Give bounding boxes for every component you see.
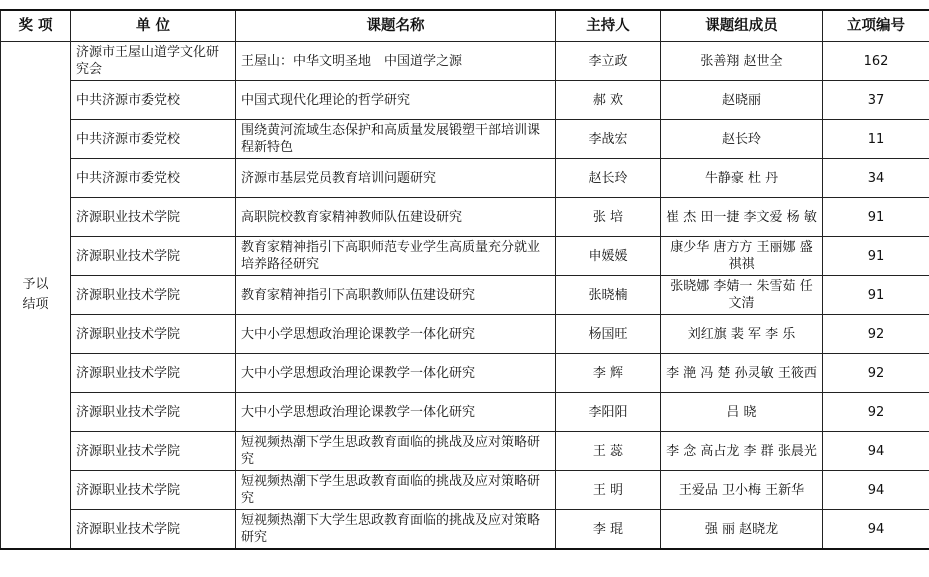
header-host: 主持人 — [556, 10, 661, 42]
members-cell: 康少华 唐方方 王丽娜 盛祺祺 — [661, 237, 823, 276]
host-cell: 王 蕊 — [556, 432, 661, 471]
table-row — [1, 159, 929, 198]
table-row — [1, 42, 929, 81]
title-cell: 大中小学思想政治理论课教学一体化研究 — [236, 393, 556, 432]
table-row — [1, 81, 929, 120]
members-cell: 李 念 高占龙 李 群 张晨光 — [661, 432, 823, 471]
members-cell: 强 丽 赵晓龙 — [661, 510, 823, 550]
members-cell: 牛静豪 杜 丹 — [661, 159, 823, 198]
title-cell: 教育家精神指引下高职师范专业学生高质量充分就业培养路径研究 — [236, 237, 556, 276]
host-cell: 李战宏 — [556, 120, 661, 159]
host-cell: 李 琨 — [556, 510, 661, 550]
header-members: 课题组成员 — [661, 10, 823, 42]
title-cell: 围绕黄河流域生态保护和高质量发展锻塑干部培训课程新特色 — [236, 120, 556, 159]
members-cell: 张晓娜 李婧一 朱雪茹 任文清 — [661, 276, 823, 315]
number-cell: 34 — [823, 159, 929, 198]
table-body — [1, 42, 929, 550]
unit-cell: 济源职业技术学院 — [71, 471, 236, 510]
members-cell: 赵晓丽 — [661, 81, 823, 120]
table-row — [1, 315, 929, 354]
number-cell: 91 — [823, 276, 929, 315]
number-cell: 11 — [823, 120, 929, 159]
header-award: 奖 项 — [1, 10, 71, 42]
host-cell: 王 明 — [556, 471, 661, 510]
unit-cell: 济源职业技术学院 — [71, 432, 236, 471]
table-row — [1, 237, 929, 276]
table-row — [1, 276, 929, 315]
number-cell: 91 — [823, 237, 929, 276]
unit-cell: 济源职业技术学院 — [71, 276, 236, 315]
table-row — [1, 471, 929, 510]
number-cell: 91 — [823, 198, 929, 237]
title-cell: 王屋山：中华文明圣地 中国道学之源 — [236, 42, 556, 81]
number-cell: 92 — [823, 315, 929, 354]
table-row — [1, 432, 929, 471]
members-cell: 崔 杰 田一捷 李文爱 杨 敏 — [661, 198, 823, 237]
members-cell: 李 滟 冯 楚 孙灵敏 王筱西 — [661, 354, 823, 393]
number-cell: 94 — [823, 510, 929, 550]
unit-cell: 中共济源市委党校 — [71, 81, 236, 120]
table-header-row — [1, 10, 929, 42]
number-cell: 162 — [823, 42, 929, 81]
members-cell: 赵长玲 — [661, 120, 823, 159]
unit-cell: 济源职业技术学院 — [71, 393, 236, 432]
host-cell: 赵长玲 — [556, 159, 661, 198]
number-cell: 94 — [823, 471, 929, 510]
unit-cell: 中共济源市委党校 — [71, 159, 236, 198]
host-cell: 郝 欢 — [556, 81, 661, 120]
host-cell: 杨国旺 — [556, 315, 661, 354]
number-cell: 92 — [823, 354, 929, 393]
unit-cell: 济源职业技术学院 — [71, 354, 236, 393]
host-cell: 李 辉 — [556, 354, 661, 393]
unit-cell: 济源市王屋山道学文化研究会 — [71, 42, 236, 81]
host-cell: 张 培 — [556, 198, 661, 237]
table-row — [1, 393, 929, 432]
title-cell: 大中小学思想政治理论课教学一体化研究 — [236, 354, 556, 393]
title-cell: 短视频热潮下学生思政教育面临的挑战及应对策略研究 — [236, 471, 556, 510]
project-table — [0, 9, 929, 550]
award-label: 予以结项 — [22, 277, 49, 312]
unit-cell: 济源职业技术学院 — [71, 315, 236, 354]
header-title: 课题名称 — [236, 10, 556, 42]
title-cell: 中国式现代化理论的哲学研究 — [236, 81, 556, 120]
host-cell: 张晓楠 — [556, 276, 661, 315]
number-cell: 92 — [823, 393, 929, 432]
title-cell: 教育家精神指引下高职教师队伍建设研究 — [236, 276, 556, 315]
award-cell — [1, 42, 71, 550]
title-cell: 济源市基层党员教育培训问题研究 — [236, 159, 556, 198]
table-row — [1, 120, 929, 159]
members-cell: 王爱品 卫小梅 王新华 — [661, 471, 823, 510]
unit-cell: 济源职业技术学院 — [71, 510, 236, 550]
unit-cell: 济源职业技术学院 — [71, 237, 236, 276]
title-cell: 短视频热潮下大学生思政教育面临的挑战及应对策略研究 — [236, 510, 556, 550]
title-cell: 大中小学思想政治理论课教学一体化研究 — [236, 315, 556, 354]
members-cell: 吕 晓 — [661, 393, 823, 432]
host-cell: 申媛媛 — [556, 237, 661, 276]
header-unit: 单 位 — [71, 10, 236, 42]
number-cell: 37 — [823, 81, 929, 120]
host-cell: 李立政 — [556, 42, 661, 81]
host-cell: 李阳阳 — [556, 393, 661, 432]
title-cell: 短视频热潮下学生思政教育面临的挑战及应对策略研究 — [236, 432, 556, 471]
title-cell: 高职院校教育家精神教师队伍建设研究 — [236, 198, 556, 237]
members-cell: 刘红旗 裴 军 李 乐 — [661, 315, 823, 354]
unit-cell: 中共济源市委党校 — [71, 120, 236, 159]
table-row — [1, 510, 929, 550]
header-number: 立项编号 — [823, 10, 929, 42]
number-cell: 94 — [823, 432, 929, 471]
members-cell: 张善翔 赵世全 — [661, 42, 823, 81]
table-row — [1, 354, 929, 393]
unit-cell: 济源职业技术学院 — [71, 198, 236, 237]
table-row — [1, 198, 929, 237]
